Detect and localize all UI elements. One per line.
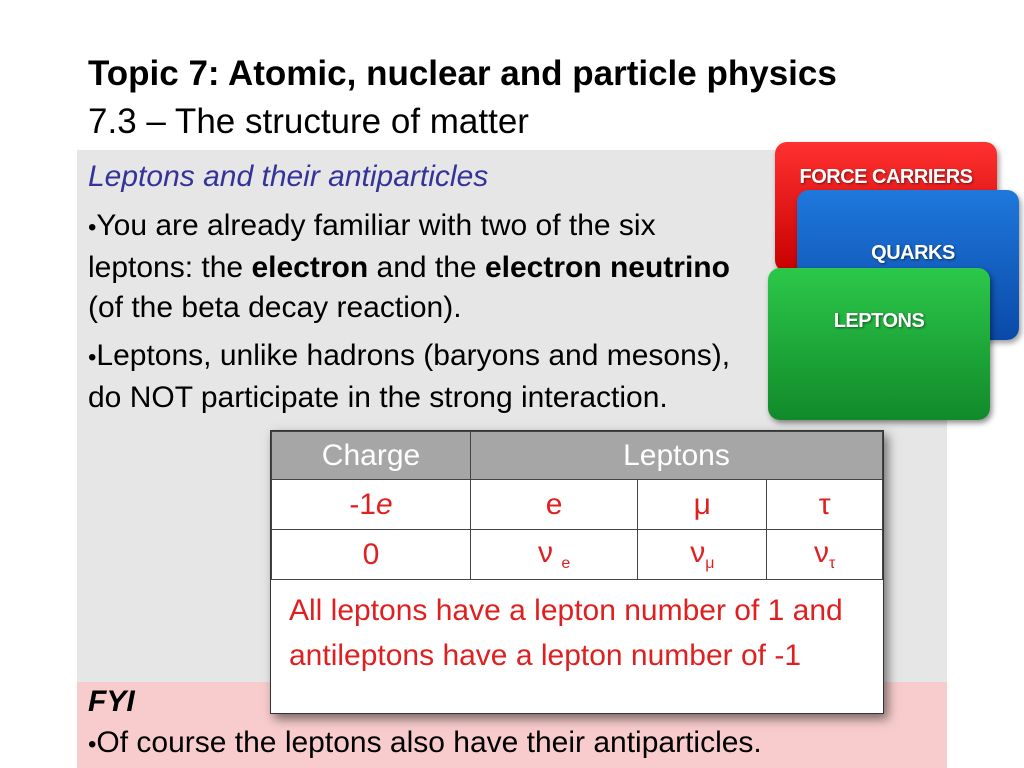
lepton-cell: $\nu_\tau$ [767, 530, 883, 580]
section-heading: Leptons and their antiparticles [88, 160, 489, 193]
bullet-glyph: • [88, 731, 97, 758]
lepton-number-note: All leptons have a lepton number of 1 and antileptons have a lepton number of -1 [289, 594, 843, 672]
lepton-cell: τ [767, 480, 883, 530]
card-label: FORCE CARRIERS [799, 166, 973, 188]
table-row [272, 530, 883, 580]
bullet-glyph: • [88, 214, 97, 241]
bullet-item-1 [88, 206, 758, 328]
bullet-glyph: • [88, 344, 97, 371]
page-subtitle: 7.3 – The structure of matter [88, 102, 529, 141]
card-label: QUARKS [871, 242, 955, 264]
lepton-grid [271, 431, 883, 580]
table-row [272, 480, 883, 530]
card-label: LEPTONS [833, 310, 925, 332]
bullet-text: (of the beta decay reaction). [88, 291, 462, 324]
fyi-text: •Of course the leptons also have their antiparticles. [88, 726, 762, 759]
lepton-cell: $\nu_\mu$ [638, 530, 767, 580]
bold-term-electron: electron [251, 251, 369, 284]
lepton-cell: μ [638, 480, 767, 530]
lepton-cell: ν $_e$ [471, 530, 638, 580]
bullet-text: You are already familiar with two of the six leptons: the [88, 209, 656, 284]
card-leptons [768, 268, 990, 420]
header-leptons: Leptons [471, 432, 883, 480]
bold-term-electron-neutrino: electron neutrino [484, 251, 730, 284]
charge-cell: -1e [272, 480, 471, 530]
bullet-text: Leptons, unlike hadrons (baryons and mesons), do NOT participate in the strong interaction. [88, 339, 731, 414]
bullet-list [88, 206, 758, 426]
lepton-cell: e [471, 480, 638, 530]
header-charge: Charge [272, 432, 471, 480]
fyi-label: FYI [88, 685, 135, 718]
page-title: Topic 7: Atomic, nuclear and particle physics [88, 54, 837, 93]
table-header-row [272, 432, 883, 480]
charge-cell: 0 [272, 530, 471, 580]
lepton-table [270, 430, 884, 714]
bullet-item-2 [88, 336, 758, 418]
bullet-text: and the [368, 251, 485, 284]
